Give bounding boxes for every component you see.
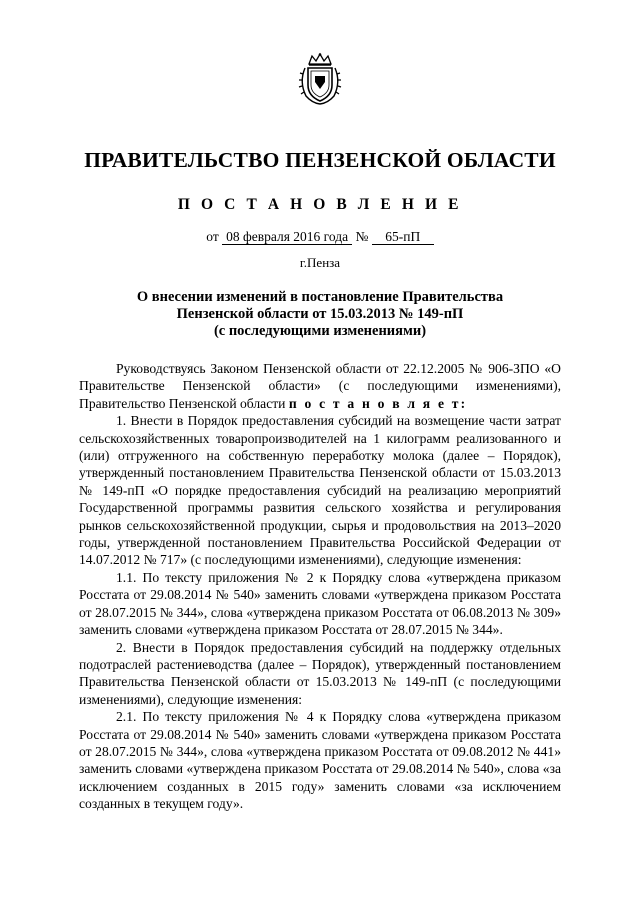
paragraph-1-1: 1.1. По тексту приложения № 2 к Порядку слова «утверждена приказом Росстата от 29.08.2014 № 540» заменить словами «утверждена приказом Росстата от 28.07.2015 № 344», слова «утверждена приказом Росстата от 06.08.2013 № 309» заменить словами «утверждена приказом Росстата от 28.07.2015 № 344». <box>79 569 561 638</box>
document-number: 65-пП <box>372 230 434 245</box>
organization-name: ПРАВИТЕЛЬСТВО ПЕНЗЕНСКОЙ ОБЛАСТИ <box>84 148 556 172</box>
intro-paragraph <box>79 360 561 412</box>
paragraph-2-1: 2.1. По тексту приложения № 4 к Порядку слова «утверждена приказом Росстата от 29.08.2014 № 540» заменить словами «утверждена приказом Росстата от 28.07.2015 № 344», слова «утверждена приказом Росстата от 09.08.2012 № 441» заменить словами «утверждена приказом Росстата от 29.08.2014 № 540», слова «за исключением созданных в 2015 году» заменить словами «за исключением созданных в текущем году». <box>79 709 561 812</box>
title-line: Пензенской области от 15.03.2013 № 149-пП <box>176 306 464 322</box>
intro-text: Руководствуясь Законом Пензенской области от 22.12.2005 № 906-ЗПО «О Правительстве Пензенской области» (с последующими изменениями), Правительство Пензенской области <box>79 361 561 411</box>
document-date: 08 февраля 2016 года <box>222 230 352 245</box>
title-line: (с последующими изменениями) <box>213 323 427 339</box>
document-body <box>79 360 561 813</box>
paragraph-1: 1. Внести в Порядок предоставления субсидий на возмещение части затрат сельскохозяйственных товаропроизводителей на 1 килограмм реализованного и (или) отгруженного на собственную переработку молока (далее – Порядок), утвержденный постановлением Правительства Пензенской области от 15.03.2013 № 149-пП «О порядке предоставления субсидий на реализацию мероприятий Государственной программы развития сельского хозяйства и регулирования рынков сельскохозяйственной продукции, сырья и продовольствия на 2013–2020 годы, утвержденной постановлением Правительства Российской Федерации от 14.07.2012 № 717» (с последующими изменениями), следующие изменения: <box>79 413 561 568</box>
number-label: № <box>355 229 369 244</box>
decree-word: п о с т а н о в л я е т: <box>288 395 468 411</box>
date-number-line <box>0 229 640 245</box>
coat-of-arms-icon <box>297 52 343 106</box>
title-line: О внесении изменений в постановление Правительства <box>136 289 504 305</box>
date-prefix: от <box>206 229 219 244</box>
document-title <box>80 289 560 340</box>
document-type: П О С Т А Н О В Л Е Н И Е <box>177 196 463 213</box>
city: г.Пенза <box>299 255 341 270</box>
paragraph-2: 2. Внести в Порядок предоставления субсидий на поддержку отдельных подотраслей растениеводства (далее – Порядок), утвержденный постановлением Правительства Пензенской области от 15.03.2013 № 149-пП (с последующими изменениями), следующие изменения: <box>79 639 561 707</box>
